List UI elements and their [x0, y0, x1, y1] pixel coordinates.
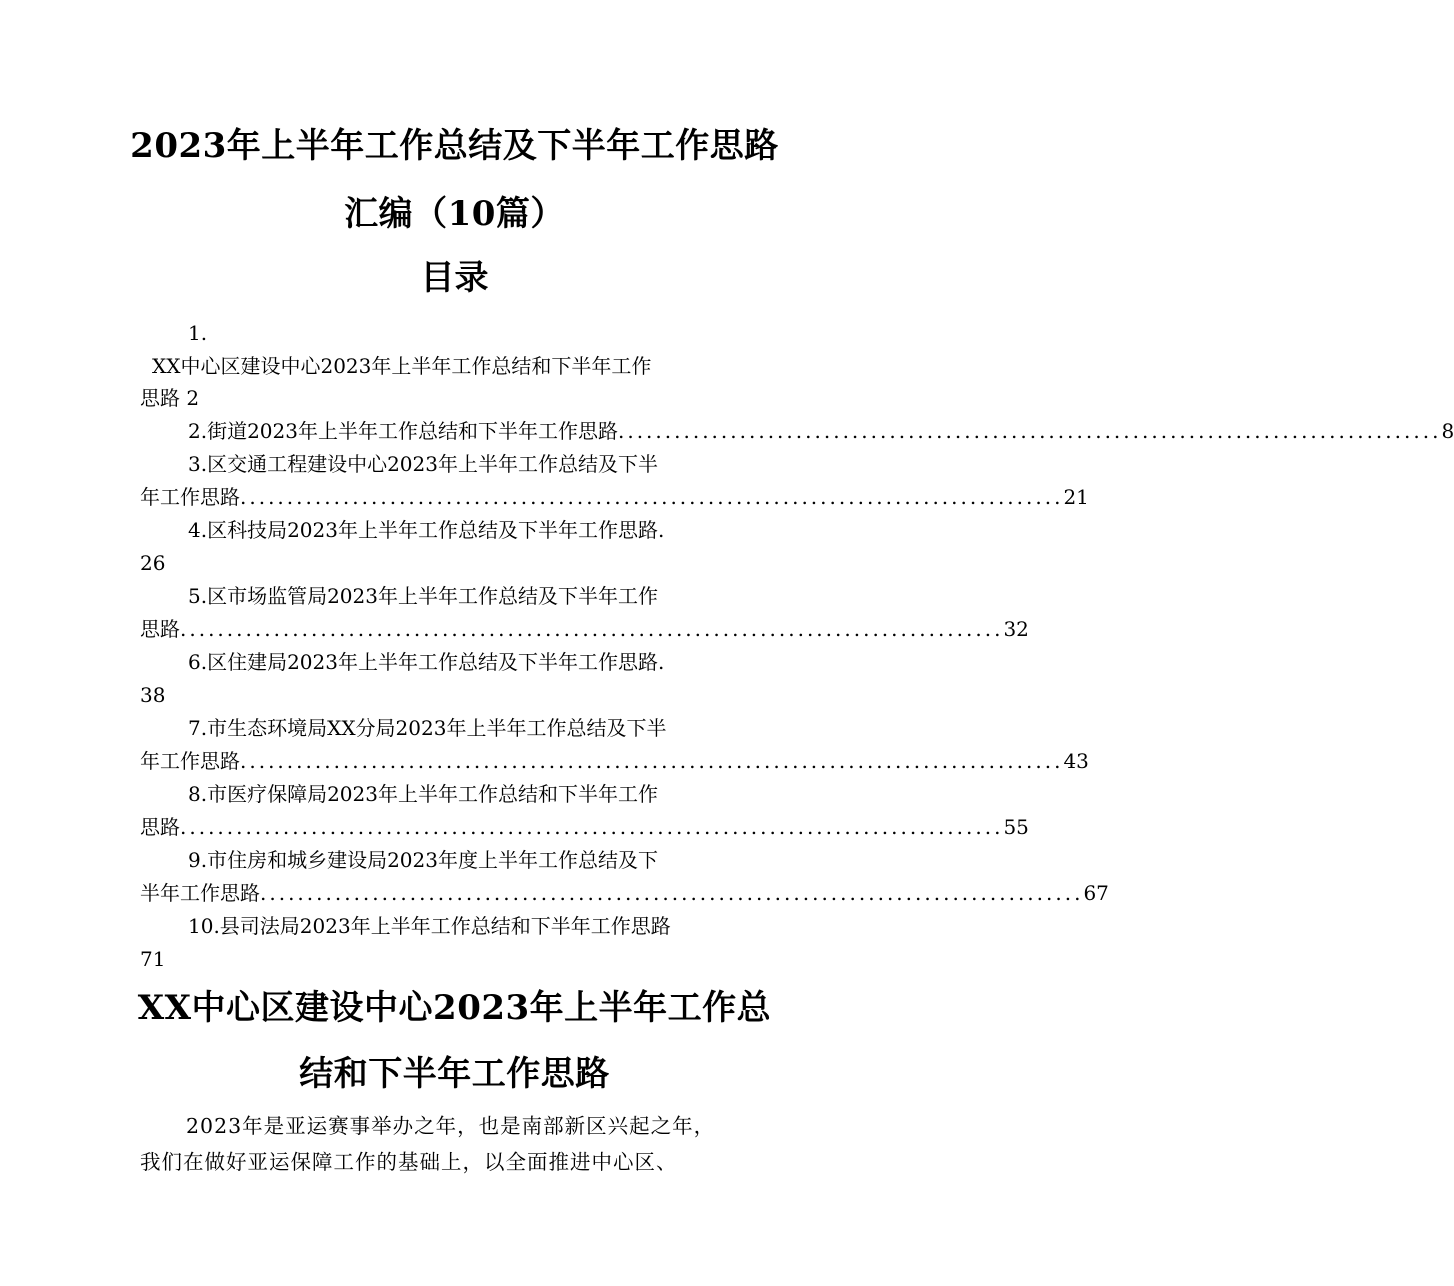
paragraph-line-1: 2023年是亚运赛事举办之年，也是南部新区兴起之年，	[186, 1114, 716, 1138]
toc-item-9-tail-row[interactable]	[140, 878, 1109, 908]
toc-item-3-tail-row[interactable]	[140, 482, 1089, 512]
document-title-line-1: 2023年上半年工作总结及下半年工作思路	[130, 126, 779, 166]
paragraph-line-2: 我们在做好亚运保障工作的基础上，以全面推进中心区、	[140, 1150, 678, 1174]
toc-leader-dots: ........................................................................................	[240, 749, 1064, 773]
toc-item-5-tail-row[interactable]	[140, 614, 1029, 644]
toc-item-2[interactable]	[188, 416, 1454, 446]
toc-item-3-page: 21	[1063, 485, 1089, 509]
toc-item-7-tail-row[interactable]	[140, 746, 1089, 776]
toc-item-2-page: 8	[1441, 419, 1454, 443]
toc-leader-dots: ........................................................................................	[260, 881, 1084, 905]
toc-item-8-page: 55	[1003, 815, 1029, 839]
toc-item-3-tail: 年工作思路	[140, 485, 240, 509]
toc-item-6[interactable]: 6.区住建局2023年上半年工作总结及下半年工作思路.	[188, 650, 665, 674]
toc-item-9-tail: 半年工作思路	[140, 881, 260, 905]
toc-heading: 目录	[420, 258, 489, 298]
toc-item-7-tail: 年工作思路	[140, 749, 240, 773]
toc-item-9[interactable]: 9.市住房和城乡建设局2023年度上半年工作总结及下	[188, 848, 658, 872]
toc-item-1-number[interactable]: 1.	[188, 321, 208, 345]
toc-item-7[interactable]: 7.市生态环境局XX分局2023年上半年工作总结及下半	[188, 716, 667, 740]
toc-item-1-tail[interactable]: 思路 2	[140, 386, 200, 410]
section-title-line-1: XX中心区建设中心2023年上半年工作总	[137, 988, 772, 1028]
toc-leader-dots: ........................................................................................	[240, 485, 1064, 509]
toc-item-1[interactable]: XX中心区建设中心2023年上半年工作总结和下半年工作	[152, 354, 652, 378]
toc-item-2-text: 2.街道2023年上半年工作总结和下半年工作思路	[188, 419, 618, 443]
toc-item-8[interactable]: 8.市医疗保障局2023年上半年工作总结和下半年工作	[188, 782, 658, 806]
toc-item-5-page: 32	[1003, 617, 1029, 641]
toc-item-9-page: 67	[1083, 881, 1109, 905]
toc-item-5-tail: 思路	[140, 617, 180, 641]
toc-item-5[interactable]: 5.区市场监管局2023年上半年工作总结及下半年工作	[188, 584, 658, 608]
toc-item-3[interactable]: 3.区交通工程建设中心2023年上半年工作总结及下半	[188, 452, 658, 476]
toc-item-4-page[interactable]: 26	[140, 551, 166, 575]
document-title-line-2: 汇编（10篇）	[344, 194, 565, 234]
toc-item-8-tail-row[interactable]	[140, 812, 1029, 842]
toc-item-6-page[interactable]: 38	[140, 683, 166, 707]
toc-item-4[interactable]: 4.区科技局2023年上半年工作总结及下半年工作思路.	[188, 518, 665, 542]
section-title-line-2: 结和下半年工作思路	[299, 1054, 610, 1094]
toc-leader-dots: ........................................................................................	[180, 617, 1004, 641]
toc-leader-dots: ........................................................................................	[180, 815, 1004, 839]
toc-item-8-tail: 思路	[140, 815, 180, 839]
toc-item-10[interactable]: 10.县司法局2023年上半年工作总结和下半年工作思路	[188, 914, 671, 938]
toc-item-7-page: 43	[1063, 749, 1089, 773]
toc-item-10-page[interactable]: 71	[140, 947, 166, 971]
toc-leader-dots: ........................................................................................	[617, 419, 1442, 443]
